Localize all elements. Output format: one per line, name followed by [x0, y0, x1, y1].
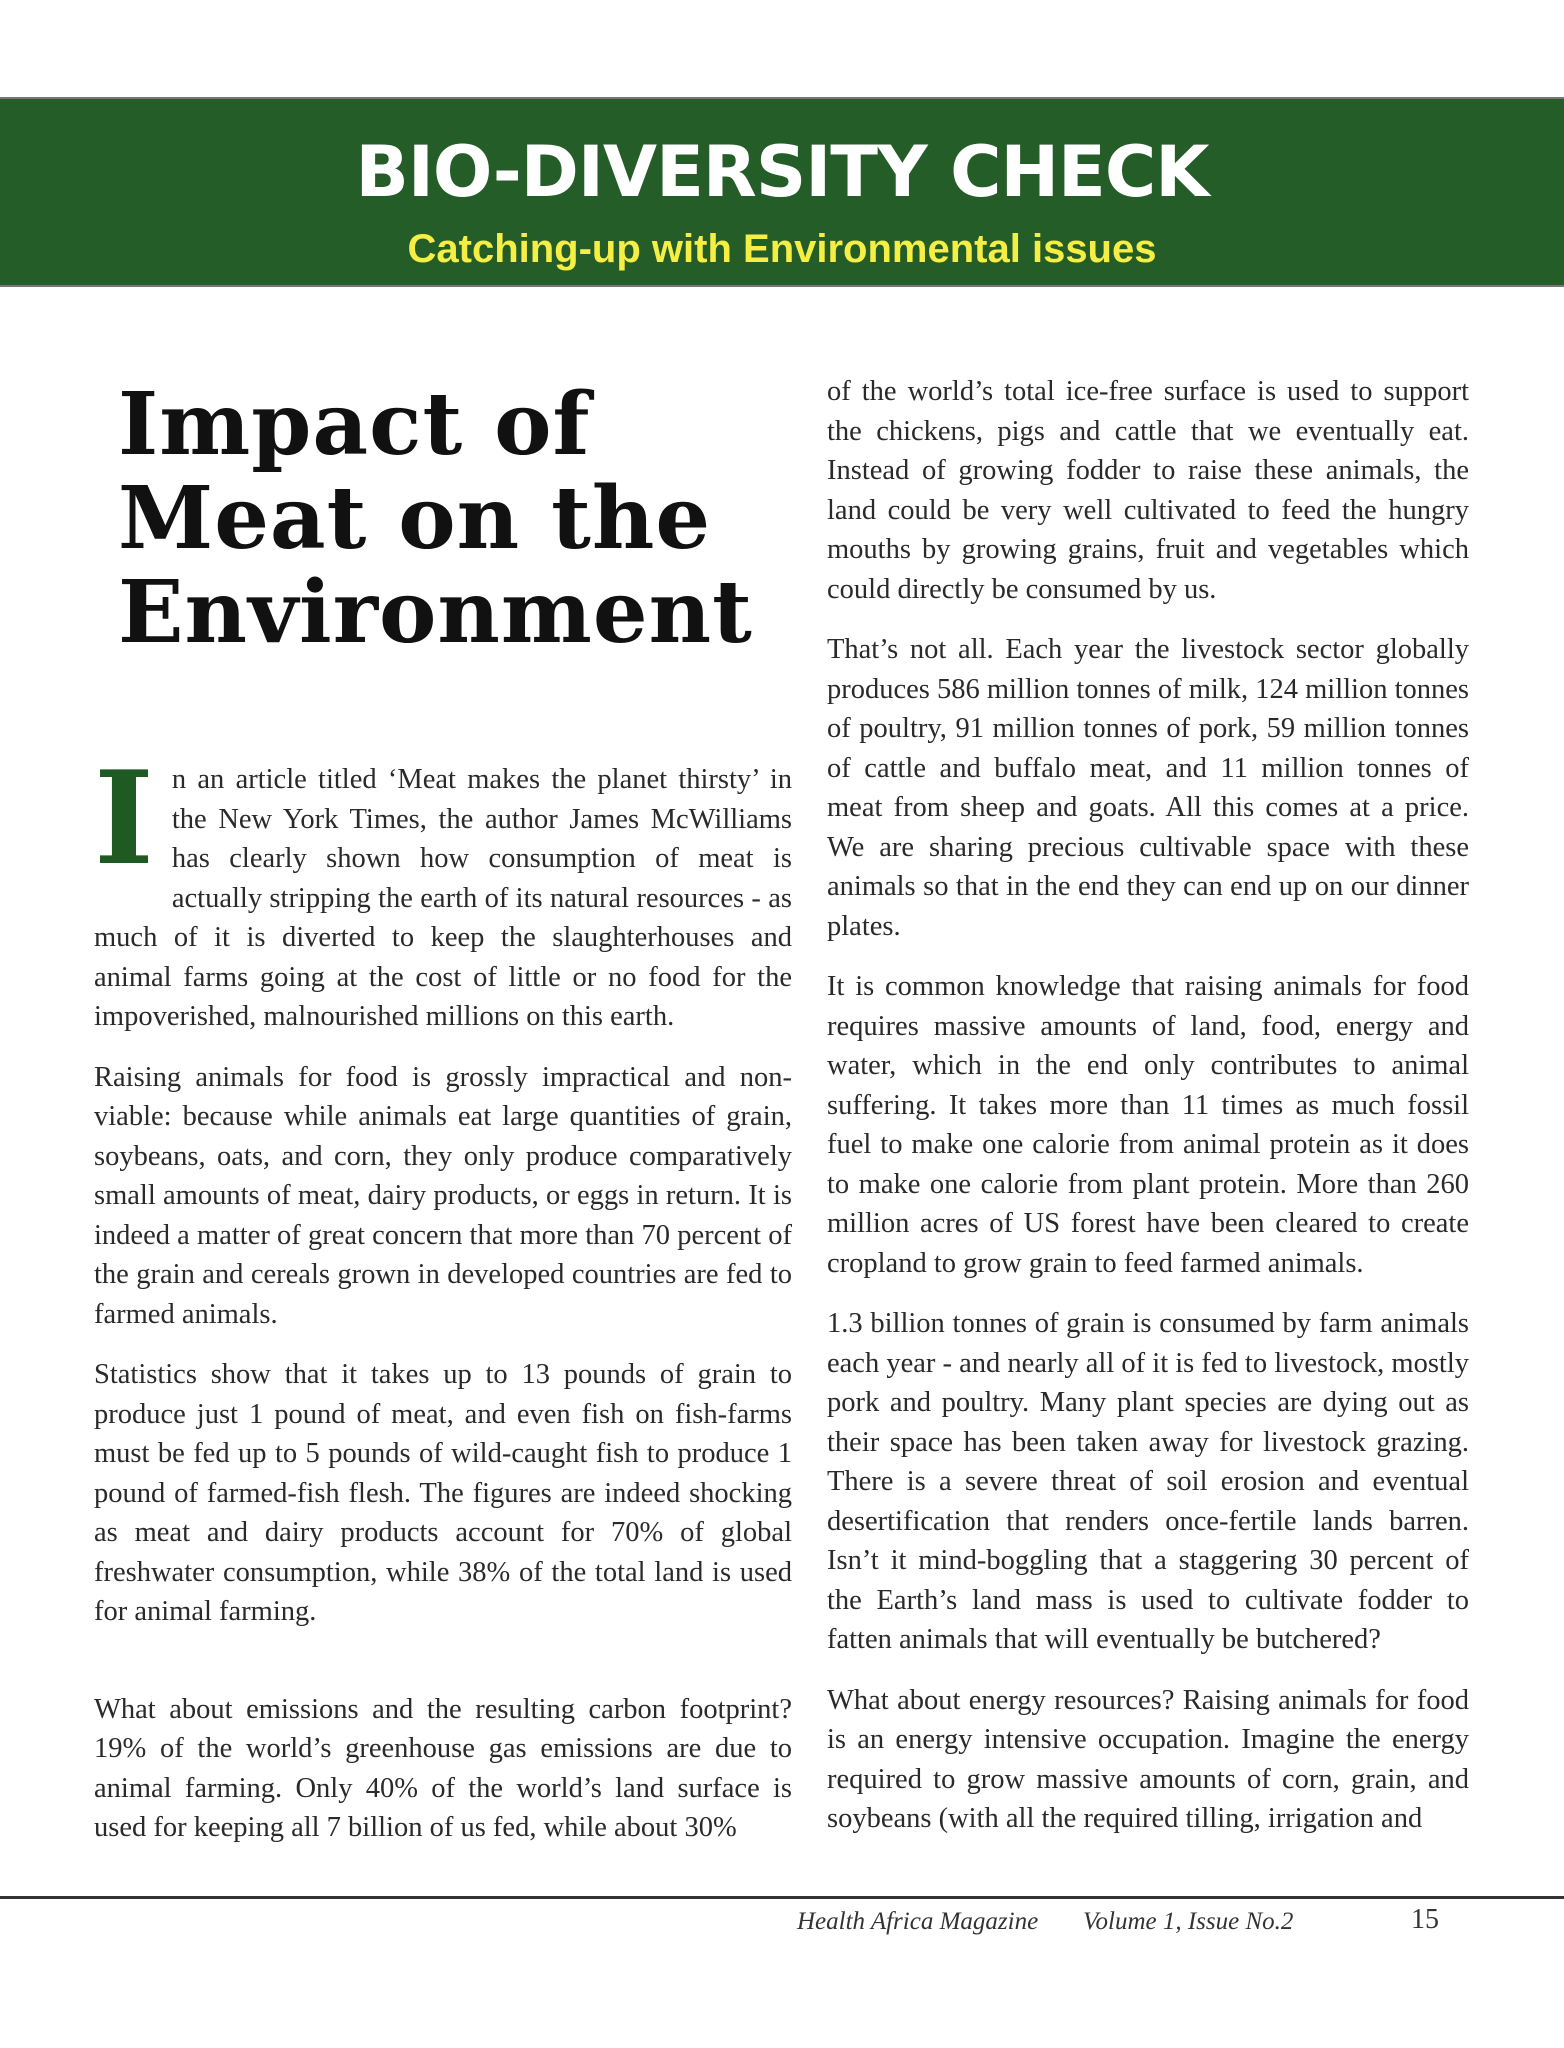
drop-cap: I [94, 744, 154, 894]
footer-volume: Volume 1, Issue No.2 [1083, 1908, 1294, 1935]
article-paragraph: It is common knowledge that raising animals for food requires massive amounts of land, food, energy and water, which in the end only contributes to animal suffering. It takes more than 11 times as much fossil fuel to make one calorie from animal protein as it does to make one calorie from plant protein. More than 260 million acres of US forest have been cleared to create cropland to grow grain to feed farmed animals. [827, 971, 1469, 1279]
section-title: BIO-DIVERSITY CHECK [355, 131, 1209, 213]
footer-magazine-name: Health Africa Magazine [797, 1908, 1039, 1935]
article-paragraph: What about emissions and the resulting carbon footprint? 19% of the world’s greenhouse gas emissions are due to animal farming. Only 40% of the world’s land surface is used for keeping all 7 billion of us fed, while about 30% [94, 1693, 792, 1843]
article-paragraph: Raising animals for food is grossly impractical and non-viable: because while animals eat large quantities of grain, soybeans, oats, and corn, they only produce comparatively small amounts of meat, dairy products, or eggs in return. It is indeed a matter of great concern that more than 70 percent of the grain and cereals grown in developed countries are fed to farmed animals. [94, 1061, 792, 1330]
section-banner [0, 97, 1564, 287]
footer-divider [0, 1896, 1564, 1899]
paragraph-text: n an article titled ‘Meat makes the planet thirsty’ in the New York Times, the author James McWilliams has clearly shown how consumption of meat is actually stripping the earth of its natural resources - as much of it is diverted to keep the slaughterhouses and animal farms going at the cost of little or no food for the impoverished, malnourished millions on this earth. [94, 764, 792, 1032]
article-headline: Impact of Meat on the Environment [118, 374, 753, 663]
article-paragraph: That’s not all. Each year the livestock sector globally produces 586 million tonnes of milk, 124 million tonnes of poultry, 91 million tonnes of pork, 59 million tonnes of cattle and buffalo meat, and 11 million tonnes of meat from sheep and goats. All this comes at a price. We are sharing precious cultivable space with these animals so that in the end they can end up on our dinner plates. [827, 634, 1470, 942]
article-paragraph: 1.3 billion tonnes of grain is consumed by farm animals each year - and nearly all of it is fed to livestock, mostly pork and poultry. Many plant species are dying out as their space has been taken away for livestock grazing. There is a severe threat of soil erosion and eventual desertification that renders once-fertile lands barren. Isn’t it mind-boggling that a staggering 30 percent of the Earth’s land mass is used to cultivate fodder to fatten animals that will eventually be butchered? [827, 1308, 1469, 1655]
section-subtitle: Catching-up with Environmental issues [407, 227, 1157, 271]
page-number: 15 [1411, 1904, 1439, 1935]
article-paragraph: Statistics show that it takes up to 13 pounds of grain to produce just 1 pound of meat, and even fish on fish-farms must be fed up to 5 pounds of wild-caught fish to produce 1 pound of farmed-fish flesh. The figures are indeed shocking as meat and dairy products account for 70% of global freshwater consumption, while 38% of the total land is used for animal farming. [94, 1359, 792, 1627]
article-paragraph [94, 744, 792, 1037]
article-column-left [94, 744, 792, 1869]
article-column-right [827, 372, 1469, 1860]
article-paragraph: What about energy resources? Raising animals for food is an energy intensive occupation. Imagine the energy required to grow massive amounts of corn, grain, and soybeans (with all the required tilling, irrigation and [827, 1684, 1469, 1834]
article-paragraph: of the world’s total ice-free surface is used to support the chickens, pigs and cattle that we eventually eat. Instead of growing fodder to raise these animals, the land could be very well cultivated to feed the hungry mouths by growing grains, fruit and vegetables which could directly be consumed by us. [827, 376, 1469, 605]
